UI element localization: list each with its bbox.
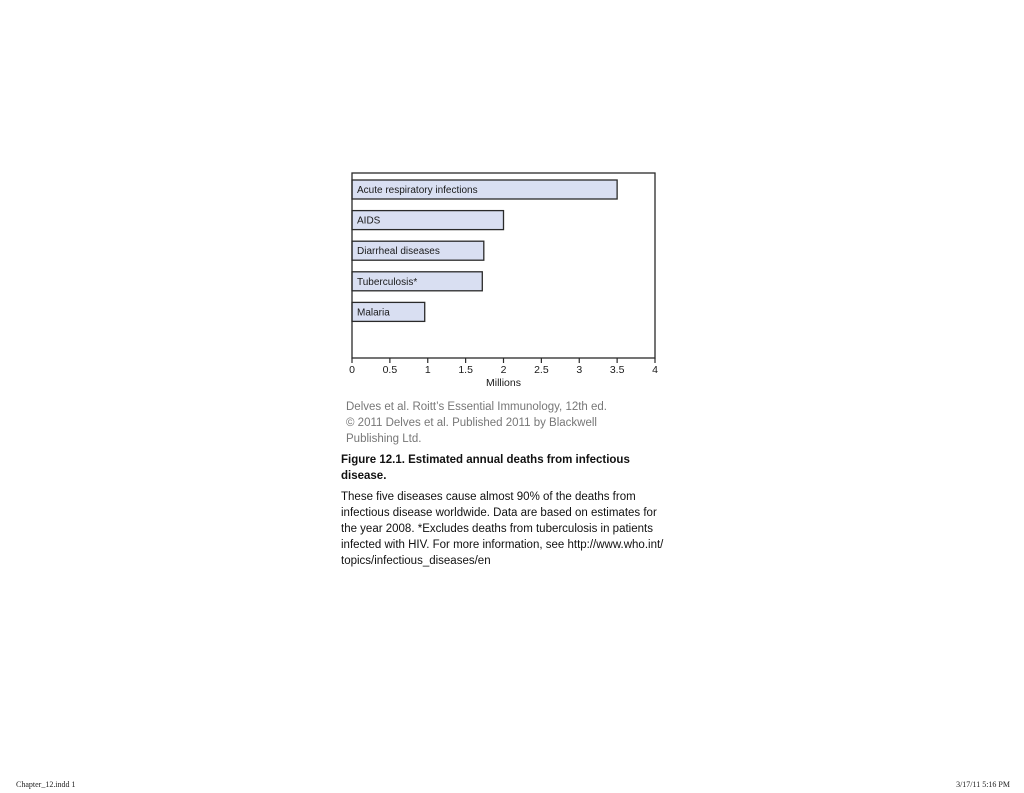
figure-caption-body xyxy=(341,489,681,569)
x-tick-label: 3.5 xyxy=(609,364,625,376)
x-tick-label: 2 xyxy=(500,364,507,376)
x-axis-title: Millions xyxy=(485,377,522,389)
caption-line-5: topics/infectious_diseases/en xyxy=(341,555,491,567)
x-tick-label: 0 xyxy=(349,364,355,376)
x-tick-label: 1.5 xyxy=(458,364,473,376)
figure-credit xyxy=(346,399,646,447)
bar-category-label: Tuberculosis* xyxy=(357,276,418,288)
plot-frame xyxy=(352,173,655,358)
bars-layer xyxy=(352,180,617,321)
x-tick-label: 1 xyxy=(424,364,431,376)
x-tick-label: 4 xyxy=(652,364,658,376)
figure-caption-title: Figure 12.1. Estimated annual deaths from infectious disease. xyxy=(341,454,630,482)
bar-category-label: Diarrheal diseases xyxy=(357,246,440,258)
bar-category-label: Malaria xyxy=(357,307,390,319)
credit-line-3: Publishing Ltd. xyxy=(346,433,422,445)
caption-line-3: the year 2008. *Excludes deaths from tuberculosis in patients xyxy=(341,523,653,535)
x-tick-label: 0.5 xyxy=(382,364,398,376)
caption-line-1: These five diseases cause almost 90% of the deaths from xyxy=(341,491,636,503)
credit-line-2: © 2011 Delves et al. Published 2011 by Blackwell xyxy=(346,417,597,429)
x-tick-label: 2.5 xyxy=(534,364,549,376)
caption-line-4: infected with HIV. For more information, see http://www.who.int/ xyxy=(341,539,664,551)
bar-category-label: AIDS xyxy=(357,215,381,227)
footer-filename: Chapter_12.indd 1 xyxy=(16,780,76,789)
x-axis-ticks xyxy=(349,358,658,376)
bar-chart xyxy=(330,160,670,395)
bar-category-label: Acute respiratory infections xyxy=(357,185,478,196)
credit-line-1: Delves et al. Roitt’s Essential Immunology, 12th ed. xyxy=(346,401,608,413)
caption-line-2: infectious disease worldwide. Data are based on estimates for xyxy=(341,507,657,519)
footer-timestamp: 3/17/11 5:16 PM xyxy=(956,780,1010,789)
x-tick-label: 3 xyxy=(576,364,583,376)
